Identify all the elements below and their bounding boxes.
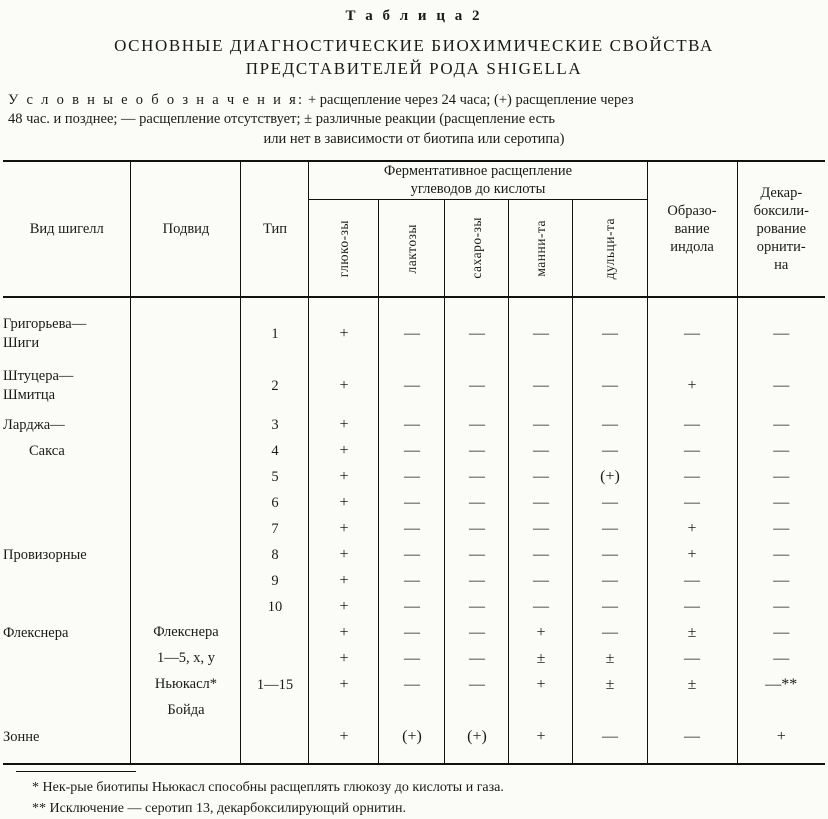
table-row — [3, 620, 825, 646]
header-lactose-label: лактозы — [404, 223, 420, 273]
bottom-cell-2 — [131, 750, 241, 764]
cell-lactose: — — [379, 490, 445, 516]
species-line-2: Шиги — [2, 335, 40, 352]
cell-sucrose: (+) — [445, 724, 509, 750]
table-divider-row — [3, 297, 825, 308]
footnote-1: * Нек-рые биотипы Ньюкасл способны расщеплять глюкозу до кислоты и газа. — [32, 780, 504, 796]
cell-subspecies — [131, 724, 241, 750]
cell-dulcitol: — — [573, 568, 647, 594]
cell-sucrose — [445, 698, 509, 724]
cell-dulcitol: — — [573, 594, 647, 620]
cell-species: Флекснера — [2, 624, 69, 641]
cell-glucose: + — [309, 516, 379, 542]
divider-cell-3 — [241, 297, 309, 308]
cell-dulcitol: — — [573, 412, 647, 438]
cell-ornithine: — — [737, 568, 825, 594]
table-row — [3, 490, 825, 516]
header-sucrose-label: сахаро-зы — [469, 217, 485, 280]
cell-indole: — — [684, 442, 701, 460]
cell-lactose — [379, 698, 445, 724]
title-line-2: ПРЕДСТАВИТЕЛЕЙ РОДА SHIGELLA — [245, 58, 583, 78]
table-row — [3, 646, 825, 672]
cell-type — [241, 698, 309, 724]
cell-subspecies: Флекснера — [131, 620, 241, 646]
cell-mannitol: ± — [509, 646, 573, 672]
table-row — [3, 568, 825, 594]
cell-ornithine: — — [737, 620, 825, 646]
table-row — [3, 308, 825, 334]
cell-species — [3, 308, 131, 360]
table-row — [3, 464, 825, 490]
header-mannitol — [509, 200, 573, 298]
cell-indole: — — [684, 325, 701, 343]
cell-type: 7 — [241, 516, 309, 542]
cell-subspecies — [131, 464, 241, 490]
bottom-cell-8 — [573, 750, 647, 764]
cell-lactose: — — [379, 438, 445, 464]
legend-line-1 — [8, 91, 820, 111]
header-subspecies: Подвид — [131, 161, 241, 298]
cell-indole: — — [684, 494, 701, 512]
header-indole-line-1: Образо- — [667, 202, 717, 219]
divider-cell-6 — [445, 297, 509, 308]
header-ornithine-line-5: на — [774, 257, 789, 274]
cell-mannitol: + — [509, 620, 573, 646]
cell-species — [3, 672, 131, 698]
header-indole-line-2: вание — [674, 220, 710, 237]
cell-type: 2 — [241, 360, 309, 412]
cell-glucose: + — [309, 672, 379, 698]
cell-ornithine: — — [737, 542, 825, 568]
title-line-1: ОСНОВНЫЕ ДИАГНОСТИЧЕСКИЕ БИОХИМИЧЕСКИЕ СВОЙСТВА — [114, 36, 714, 55]
species-line-2: Сакса — [28, 442, 65, 459]
cell-mannitol: — — [509, 594, 573, 620]
cell-indole: + — [687, 377, 697, 395]
cell-mannitol: — — [509, 568, 573, 594]
cell-indole: + — [687, 546, 697, 564]
cell-sucrose: — — [445, 594, 509, 620]
cell-subspecies — [131, 360, 241, 412]
cell-species — [3, 464, 131, 490]
footnote-rule — [16, 771, 136, 772]
cell-indole: ± — [687, 624, 697, 642]
cell-mannitol: — — [509, 412, 573, 438]
cell-subspecies: 1—5, х, у — [131, 646, 241, 672]
cell-dulcitol: — — [573, 438, 647, 464]
bottom-cell-4 — [309, 750, 379, 764]
cell-ornithine: — — [737, 412, 825, 438]
cell-glucose: + — [309, 308, 379, 360]
divider-cell-7 — [509, 297, 573, 308]
cell-mannitol: + — [509, 724, 573, 750]
cell-mannitol: — — [509, 438, 573, 464]
cell-type: 1 — [241, 308, 309, 360]
cell-sucrose: — — [445, 568, 509, 594]
species-line-2: Шмитца — [2, 387, 56, 404]
cell-dulcitol: — — [573, 516, 647, 542]
cell-glucose: + — [309, 542, 379, 568]
cell-subspecies — [131, 542, 241, 568]
cell-mannitol: + — [509, 672, 573, 698]
cell-subspecies — [131, 594, 241, 620]
cell-type: 3 — [241, 412, 309, 438]
cell-dulcitol: (+) — [573, 464, 647, 490]
cell-lactose: — — [379, 516, 445, 542]
table-row — [3, 672, 825, 698]
cell-species — [3, 594, 131, 620]
table-row — [3, 412, 825, 438]
header-indole — [647, 161, 737, 298]
cell-species: Зонне — [2, 728, 40, 745]
header-ornithine — [737, 161, 825, 298]
legend-line-2: 48 час. и позднее; — расщепление отсутствует; ± различные реакции (расщепление есть — [8, 111, 555, 128]
cell-indole: — — [684, 468, 701, 486]
bottom-cell-10 — [737, 750, 825, 764]
cell-indole: — — [684, 416, 701, 434]
cell-lactose: — — [379, 646, 445, 672]
cell-glucose: + — [309, 360, 379, 412]
document-page — [0, 8, 828, 816]
cell-glucose — [309, 698, 379, 724]
cell-mannitol: — — [509, 542, 573, 568]
cell-sucrose: — — [445, 464, 509, 490]
cell-indole: — — [684, 598, 701, 616]
header-glucose — [309, 200, 379, 298]
cell-sucrose: — — [445, 672, 509, 698]
cell-ornithine: + — [737, 724, 825, 750]
table-row — [3, 724, 825, 750]
legend-line-3: или нет в зависимости от биотипа или серотипа) — [263, 131, 565, 147]
divider-cell-10 — [737, 297, 825, 308]
table-row — [3, 698, 825, 724]
cell-type: 8 — [241, 542, 309, 568]
cell-indole: ± — [687, 676, 697, 694]
cell-ornithine: — — [737, 308, 825, 360]
cell-species — [3, 516, 131, 542]
cell-sucrose: — — [445, 620, 509, 646]
table-header-row-1 — [3, 161, 825, 200]
cell-indole — [647, 698, 737, 724]
cell-species — [3, 646, 131, 672]
species-line-1: Штуцера— — [2, 368, 74, 385]
bottom-cell-6 — [445, 750, 509, 764]
cell-subspecies — [131, 490, 241, 516]
cell-indole: — — [684, 728, 701, 746]
cell-ornithine: — — [737, 490, 825, 516]
cell-type: 1—15 — [241, 672, 309, 698]
cell-lactose: (+) — [379, 724, 445, 750]
cell-lactose: — — [379, 672, 445, 698]
divider-cell-1 — [3, 297, 131, 308]
divider-cell-9 — [647, 297, 737, 308]
cell-dulcitol: ± — [573, 646, 647, 672]
bottom-cell-9 — [647, 750, 737, 764]
cell-sucrose: — — [445, 412, 509, 438]
cell-dulcitol: — — [573, 724, 647, 750]
cell-species — [3, 490, 131, 516]
cell-type: 5 — [241, 464, 309, 490]
header-ornithine-line-4: орнити- — [756, 238, 806, 255]
cell-subspecies — [131, 412, 241, 438]
cell-subspecies — [131, 438, 241, 464]
cell-species — [3, 438, 131, 464]
cell-glucose: + — [309, 646, 379, 672]
bottom-cell-5 — [379, 750, 445, 764]
cell-ornithine — [737, 698, 825, 724]
cell-subspecies: Ньюкасл* — [131, 672, 241, 698]
cell-type: 9 — [241, 568, 309, 594]
page-title — [0, 35, 828, 81]
cell-indole: + — [687, 520, 697, 538]
cell-dulcitol: — — [573, 542, 647, 568]
legend-prefix: У с л о в н ы е о б о з н а ч е н и я: — [8, 91, 305, 108]
cell-mannitol: — — [509, 516, 573, 542]
cell-type: 10 — [241, 594, 309, 620]
cell-subspecies — [131, 308, 241, 360]
cell-subspecies — [131, 568, 241, 594]
cell-dulcitol: — — [573, 490, 647, 516]
species-line-1: Ларджа— — [2, 416, 65, 433]
cell-lactose: — — [379, 542, 445, 568]
table-row — [3, 542, 825, 568]
cell-ornithine: — — [737, 438, 825, 464]
cell-sucrose: — — [445, 646, 509, 672]
cell-lactose: — — [379, 412, 445, 438]
cell-subspecies — [131, 516, 241, 542]
cell-species — [3, 360, 131, 412]
cell-glucose: + — [309, 464, 379, 490]
cell-lactose: — — [379, 360, 445, 412]
header-carb-line-2: углеводов до кислоты — [410, 181, 546, 198]
header-mannitol-label: манни-та — [533, 219, 549, 277]
table-row — [3, 516, 825, 542]
cell-lactose: — — [379, 308, 445, 360]
cell-ornithine: —** — [737, 672, 825, 698]
header-glucose-label: глюко-зы — [336, 219, 352, 277]
cell-species — [3, 568, 131, 594]
cell-sucrose: — — [445, 490, 509, 516]
cell-sucrose: — — [445, 516, 509, 542]
legend-text-1: + расщепление через 24 часа; (+) расщепление через — [304, 91, 634, 108]
table-row — [3, 594, 825, 620]
cell-mannitol — [509, 698, 573, 724]
cell-ornithine: — — [737, 360, 825, 412]
header-carbohydrate-group — [309, 161, 647, 200]
species-line-1: Григорьева— — [2, 316, 87, 333]
bottom-cell-3 — [241, 750, 309, 764]
cell-species — [3, 698, 131, 724]
cell-indole: — — [684, 572, 701, 590]
header-species: Вид шигелл — [3, 161, 131, 298]
cell-dulcitol: — — [573, 360, 647, 412]
cell-sucrose: — — [445, 360, 509, 412]
cell-glucose: + — [309, 490, 379, 516]
cell-glucose: + — [309, 620, 379, 646]
cell-dulcitol: ± — [573, 672, 647, 698]
header-sucrose — [445, 200, 509, 298]
header-indole-line-3: индола — [670, 238, 714, 255]
cell-lactose: — — [379, 620, 445, 646]
header-type: Тип — [241, 161, 309, 298]
cell-ornithine: — — [737, 594, 825, 620]
bottom-cell-7 — [509, 750, 573, 764]
footnotes — [8, 771, 820, 819]
divider-cell-5 — [379, 297, 445, 308]
cell-dulcitol: — — [573, 308, 647, 360]
table-number: Т а б л и ц а 2 — [345, 8, 483, 24]
cell-type — [241, 646, 309, 672]
cell-sucrose: — — [445, 542, 509, 568]
cell-type — [241, 724, 309, 750]
cell-lactose: — — [379, 464, 445, 490]
cell-type: 6 — [241, 490, 309, 516]
cell-glucose: + — [309, 724, 379, 750]
table-row — [3, 438, 825, 464]
cell-ornithine: — — [737, 646, 825, 672]
cell-type — [241, 620, 309, 646]
table-row — [3, 360, 825, 386]
cell-lactose: — — [379, 568, 445, 594]
header-ornithine-line-2: боксили- — [753, 202, 809, 219]
cell-species: Провизорные — [2, 546, 87, 563]
cell-sucrose: — — [445, 438, 509, 464]
cell-ornithine: — — [737, 516, 825, 542]
cell-mannitol: — — [509, 490, 573, 516]
cell-glucose: + — [309, 438, 379, 464]
cell-glucose: + — [309, 594, 379, 620]
table-bottom-row — [3, 750, 825, 764]
cell-lactose: — — [379, 594, 445, 620]
cell-species — [3, 412, 131, 438]
divider-cell-4 — [309, 297, 379, 308]
cell-indole: — — [684, 650, 701, 668]
header-ornithine-line-3: рование — [756, 220, 807, 237]
divider-cell-2 — [131, 297, 241, 308]
cell-ornithine: — — [737, 464, 825, 490]
cell-mannitol: — — [509, 360, 573, 412]
header-ornithine-line-1: Декар- — [760, 184, 803, 201]
bottom-cell-1 — [3, 750, 131, 764]
cell-glucose: + — [309, 412, 379, 438]
cell-type: 4 — [241, 438, 309, 464]
header-carb-line-1: Ферментативное расщепление — [383, 162, 573, 179]
cell-mannitol: — — [509, 464, 573, 490]
cell-subspecies: Бойда — [131, 698, 241, 724]
header-lactose — [379, 200, 445, 298]
cell-dulcitol — [573, 698, 647, 724]
legend — [0, 91, 828, 150]
cell-mannitol: — — [509, 308, 573, 360]
header-dulcitol-label: дульци-та — [602, 217, 618, 279]
footnote-2: ** Исключение — серотип 13, декарбоксилирующий орнитин. — [32, 800, 407, 816]
divider-cell-8 — [573, 297, 647, 308]
cell-sucrose: — — [445, 308, 509, 360]
cell-dulcitol: — — [573, 620, 647, 646]
shigella-properties-table — [3, 160, 825, 766]
cell-glucose: + — [309, 568, 379, 594]
header-dulcitol — [573, 200, 647, 298]
